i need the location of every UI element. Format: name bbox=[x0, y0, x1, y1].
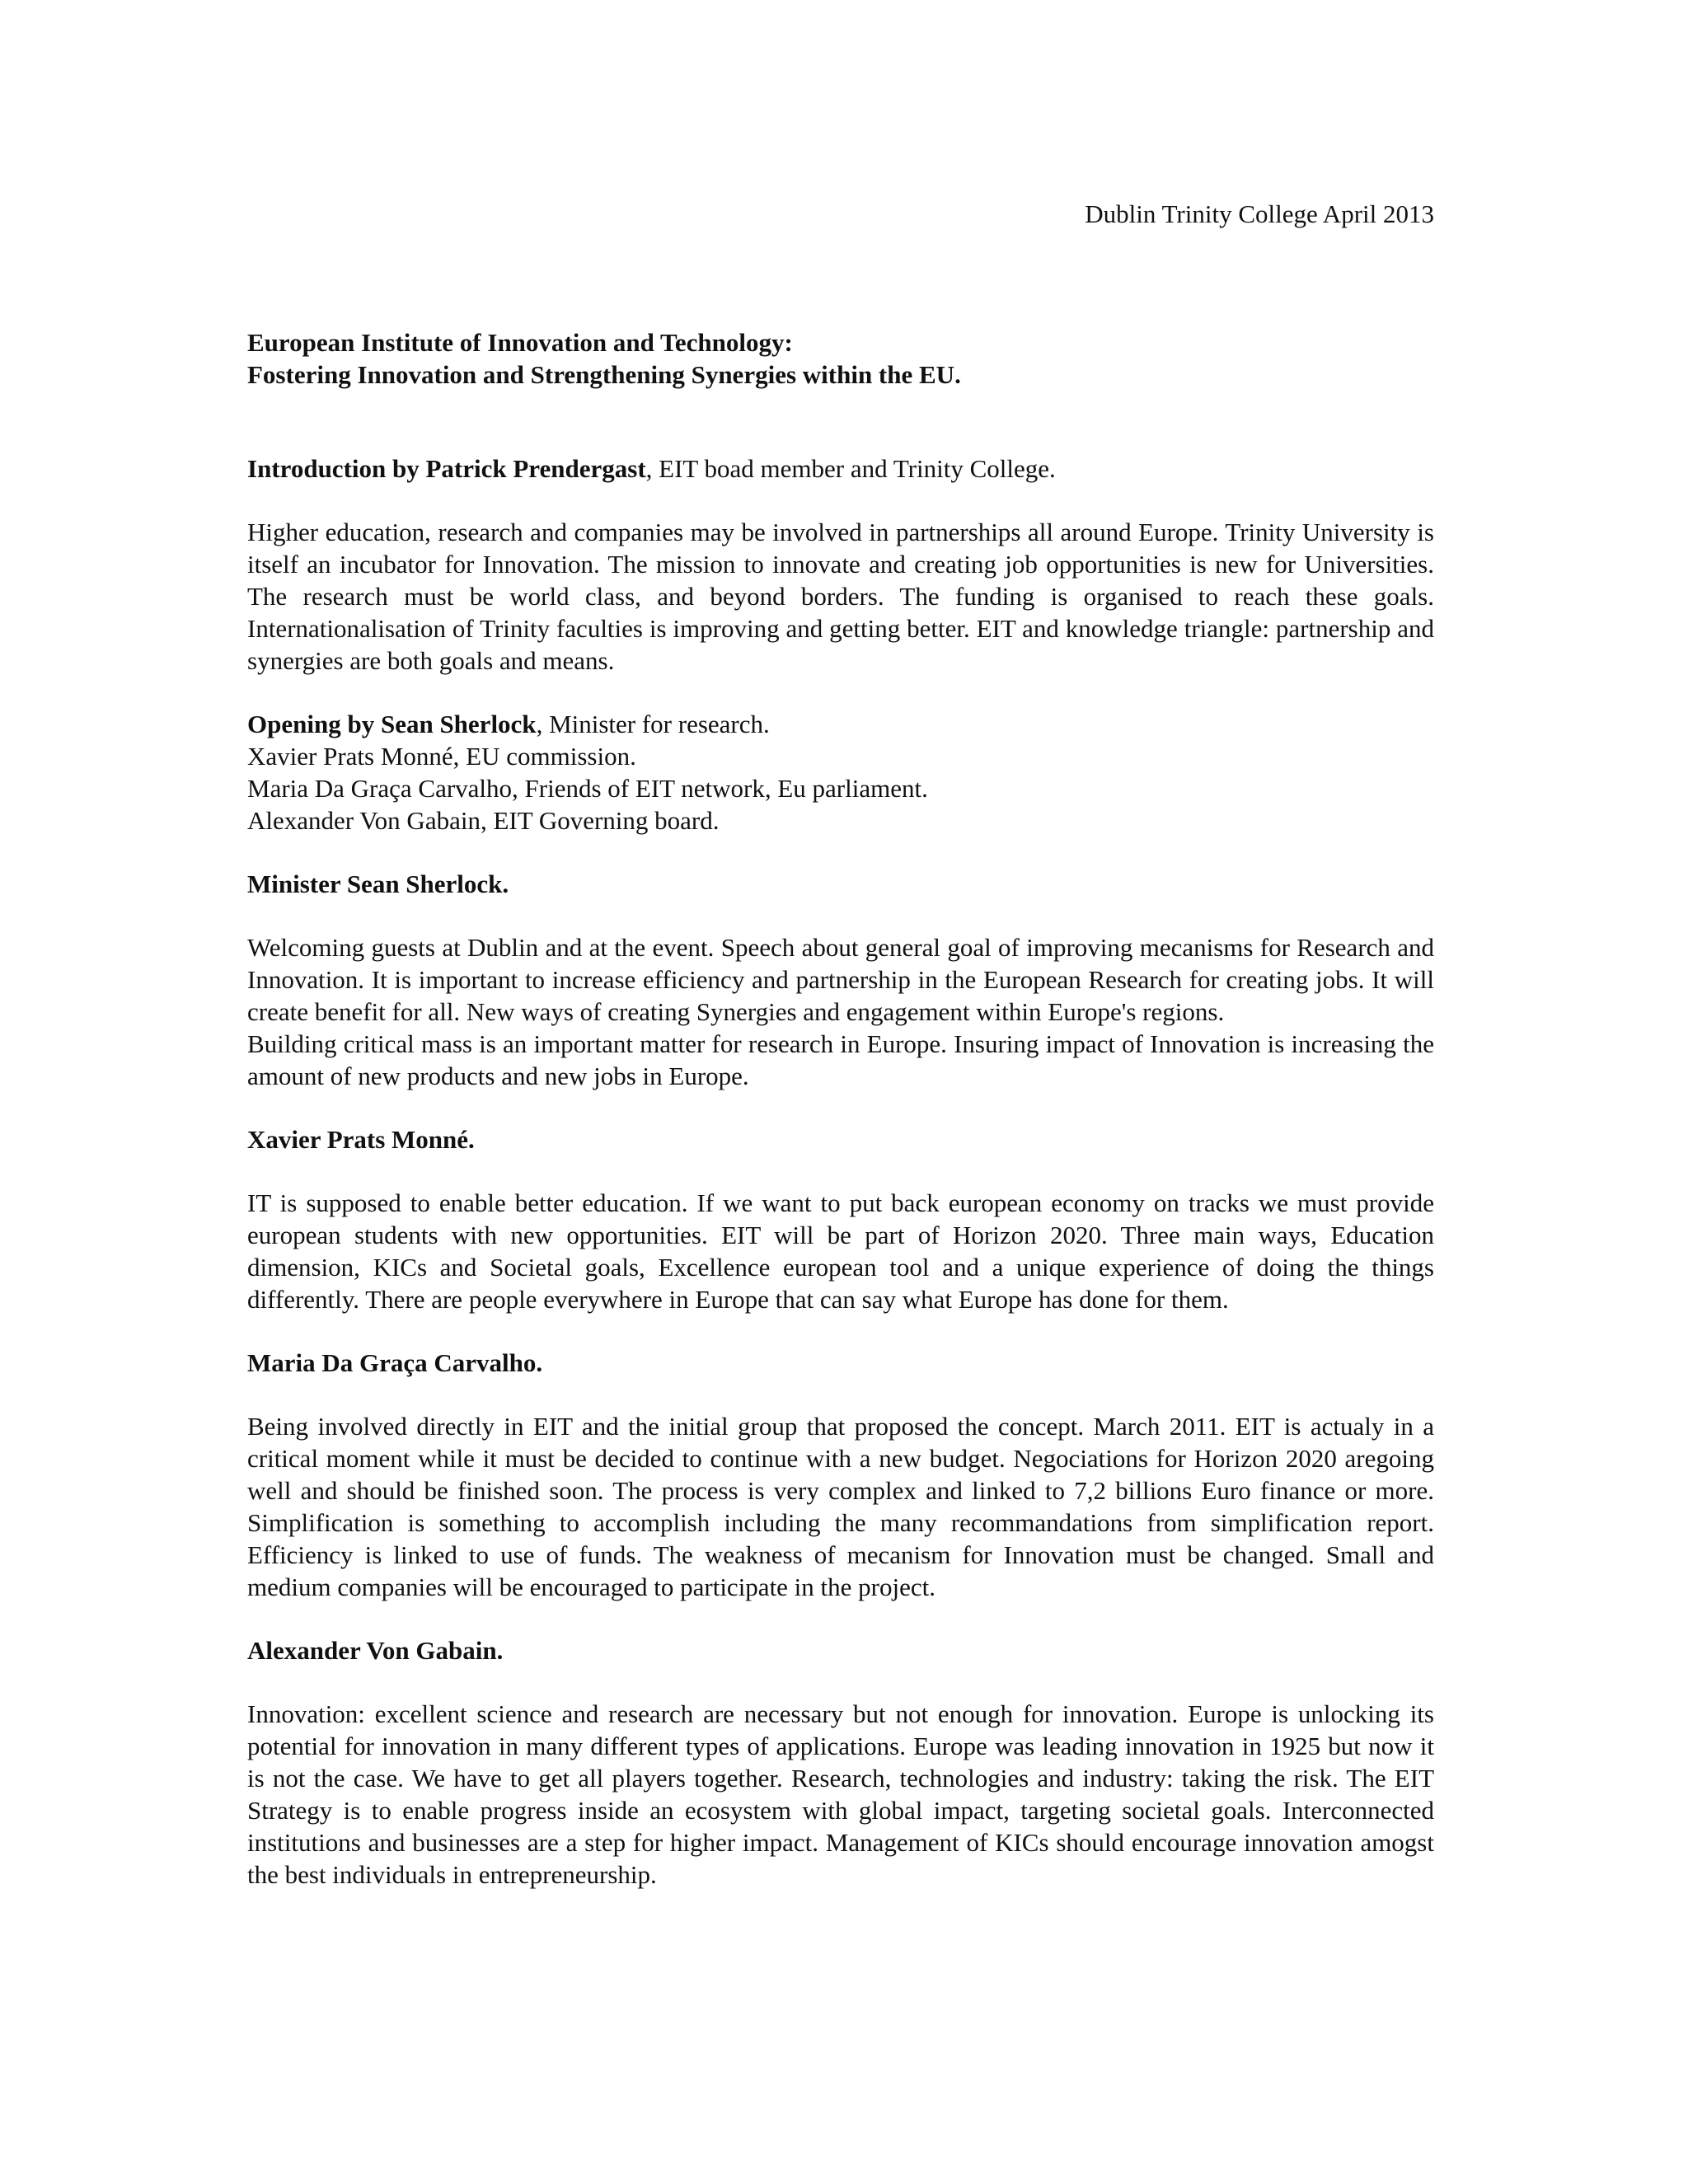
speaker-list-item: Xavier Prats Monné, EU commission. bbox=[247, 742, 636, 771]
section-heading: Maria Da Graça Carvalho. bbox=[247, 1348, 543, 1377]
section-paragraph: Being involved directly in EIT and the initial group that proposed the concept. March 2011. EIT is actualy in a critical moment while it must be decided to continue with a new budget. Negociations for Horizon 2020 aregoing well and should be finished soon. The process is very complex and linked to 7,2 billions Euro finance or more. Simplification is something to accomplish including the many recommandations from simplification report. Efficiency is linked to use of funds. The weakness of mecanism for Innovation must be changed. Small and medium companies will be encouraged to participate in the project. bbox=[247, 1412, 1434, 1601]
opening-line bbox=[247, 708, 1434, 740]
opening-speaker: Opening by Sean Sherlock bbox=[247, 710, 537, 738]
intro-line bbox=[247, 452, 1434, 485]
opening-role: , Minister for research. bbox=[536, 710, 770, 738]
section-paragraph: Building critical mass is an important matter for research in Europe. Insuring impact of Innovation is increasing the amount of new products and new jobs in Europe. bbox=[247, 1029, 1434, 1090]
title-line-2: Fostering Innovation and Strengthening Synergies within the EU. bbox=[247, 360, 961, 389]
section-paragraph: Welcoming guests at Dublin and at the event. Speech about general goal of improving mecanisms for Research and Innovation. It is important to increase efficiency and partnership in the European Research for creating jobs. It will create benefit for all. New ways of creating Synergies and engagement within Europe's regions. bbox=[247, 933, 1434, 1026]
document-title bbox=[247, 326, 961, 391]
document-body bbox=[247, 452, 1434, 1891]
section-heading: Minister Sean Sherlock. bbox=[247, 869, 509, 898]
intro-paragraph: Higher education, research and companies may be involved in partnerships all around Europe. Trinity University is itself an incubator for Innovation. The mission to innovate and creating job opportunities is new for Universities. The research must be world class, and beyond borders. The funding is organised to reach these goals. Internationalisation of Trinity faculties is improving and getting better. EIT and knowledge triangle: partnership and synergies are both goals and means. bbox=[247, 518, 1434, 675]
intro-speaker: Introduction by Patrick Prendergast bbox=[247, 454, 646, 483]
intro-role: , EIT boad member and Trinity College. bbox=[645, 454, 1056, 483]
speaker-list-item: Alexander Von Gabain, EIT Governing board. bbox=[247, 806, 720, 835]
section-paragraph: Innovation: excellent science and research are necessary but not enough for innovation. Europe is unlocking its potential for innovation in many different types of applications. Europe was leading innovation in 1925 but now it is not the case. We have to get all players together. Research, technologies and industry: taking the risk. The EIT Strategy is to enable progress inside an ecosystem with global impact, targeting societal goals. Interconnected institutions and businesses are a step for higher impact. Management of KICs should encourage innovation amogst the best individuals in entrepreneurship. bbox=[247, 1699, 1434, 1889]
speaker-list-item: Maria Da Graça Carvalho, Friends of EIT network, Eu parliament. bbox=[247, 774, 928, 803]
dateline: Dublin Trinity College April 2013 bbox=[1085, 199, 1434, 228]
title-line-1: European Institute of Innovation and Technology: bbox=[247, 328, 793, 357]
section-heading: Xavier Prats Monné. bbox=[247, 1125, 475, 1154]
section-heading: Alexander Von Gabain. bbox=[247, 1636, 504, 1665]
section-paragraph: IT is supposed to enable better education. If we want to put back european economy on tracks we must provide european students with new opportunities. EIT will be part of Horizon 2020. Three main ways, Education dimension, KICs and Societal goals, Excellence european tool and a unique experience of doing the things differently. There are people everywhere in Europe that can say what Europe has done for them. bbox=[247, 1188, 1434, 1314]
